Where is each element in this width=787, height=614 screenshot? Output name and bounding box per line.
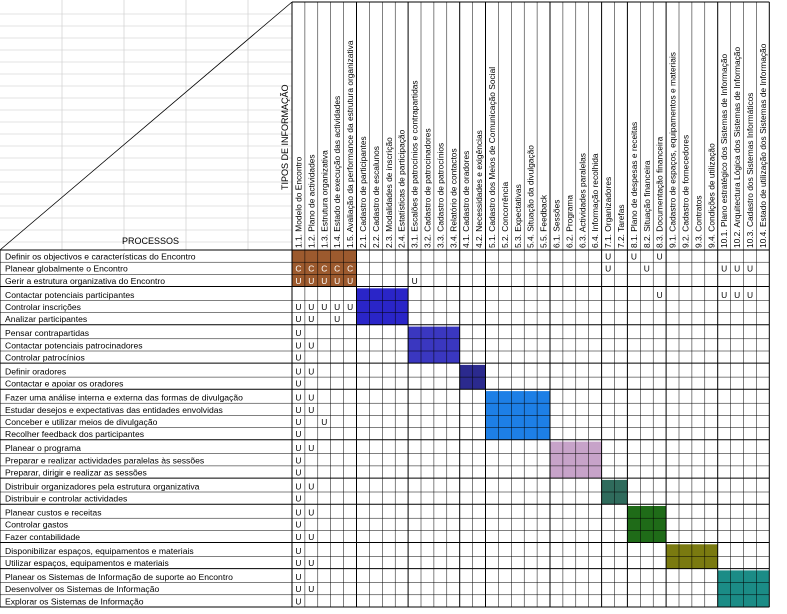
matrix-cell-value: U	[334, 314, 341, 325]
info-type-label: 5.4. Situação da divulgação	[525, 145, 536, 248]
matrix-cell-value: U	[746, 263, 754, 274]
matrix-cell-value: U	[295, 314, 302, 325]
matrix-cell-value: U	[656, 251, 663, 262]
process-label: Planear custos e receitas	[5, 507, 102, 518]
info-type-label: 9.1. Cadastro de espaços, equipamentos e materiais	[667, 52, 678, 248]
process-label: Desenvolver os Sistemas de Informação	[5, 584, 160, 595]
matrix-cell-value: U	[295, 378, 302, 389]
matrix-cell-value: C	[334, 263, 341, 274]
info-types-title: TIPOS DE INFORMAÇÃO	[280, 84, 290, 190]
matrix-cell-value: U	[295, 572, 302, 582]
matrix-cell-value: C	[295, 263, 302, 274]
matrix-cell-value: U	[746, 289, 754, 300]
info-type-label: 6.4. Informação recolhida	[590, 153, 601, 248]
process-label: Fazer contabilidade	[5, 531, 81, 542]
matrix-cell-value: U	[347, 275, 354, 286]
info-type-label: 6.2. Programa	[564, 194, 575, 248]
info-type-label: 5.2. Concorrência	[499, 181, 510, 248]
info-type-label: 2.3. Modalidades de inscrição	[383, 137, 394, 248]
matrix-cell-value: U	[605, 251, 612, 262]
matrix-cell-value: U	[734, 263, 741, 274]
process-label: Controlar patrocínios	[5, 352, 85, 363]
info-type-label: 9.2. Cadastro de fornecedores	[680, 134, 691, 248]
matrix-cell-value: U	[295, 429, 302, 440]
matrix-cell-value: U	[295, 328, 302, 339]
matrix-cell-value: U	[295, 545, 302, 556]
matrix-cell-value: U	[721, 289, 728, 300]
info-type-label: 5.5. Feedback	[538, 194, 549, 248]
matrix-cell-value: U	[334, 275, 341, 286]
info-type-label: 5.1. Cadastro dos Meios de Comunicação Social	[486, 66, 497, 248]
info-type-label: 2.4. Estatísticas de participação	[396, 129, 407, 248]
info-type-label: 9.3. Contratos	[693, 195, 704, 248]
info-type-label: 1.2. Plano de actividades	[306, 154, 317, 248]
matrix-cell-value: U	[308, 366, 315, 377]
info-type-label: 8.1. Plano de despesas e receitas	[628, 121, 639, 248]
matrix-cell-value: U	[308, 302, 315, 313]
matrix-cell-value: U	[734, 289, 741, 300]
matrix-cell-value: U	[295, 417, 302, 427]
matrix-cell-value: U	[643, 263, 650, 274]
matrix-cell-value: U	[295, 584, 302, 595]
process-label: Disponibilizar espaços, equipamentos e materiais	[5, 545, 194, 556]
process-label: Conceber e utilizar meios de divulgação	[5, 417, 158, 427]
matrix-cell-value: U	[295, 455, 302, 466]
info-type-label: 9.4. Condições de utilização	[706, 143, 717, 248]
process-label: Pensar contrapartidas	[5, 328, 90, 339]
matrix-cell-value: C	[321, 263, 328, 274]
matrix-cell-value: U	[295, 596, 302, 607]
info-type-label: 5.3. Expectativas	[512, 184, 523, 248]
info-type-label: 8.2. Situação financeira	[641, 160, 652, 248]
process-labels	[5, 252, 243, 607]
info-type-label: 10.1. Plano estratégico dos Sistemas de Informação	[719, 53, 730, 248]
info-type-label: 10.4. Estado de utilização dos Sistemas de Informação	[757, 43, 768, 248]
info-type-headers	[293, 40, 768, 248]
info-type-label: 1.1. Modelo do Encontro	[293, 156, 304, 248]
info-type-label: 7.1. Organizadores	[603, 176, 614, 248]
info-type-label: 7.2. Tarefas	[616, 204, 626, 248]
matrix-cell-value: U	[295, 443, 302, 454]
process-label: Recolher feedback dos participantes	[5, 429, 145, 440]
info-type-label: 1.5. Avaliação da performance da estrutura organizativa	[345, 40, 356, 248]
process-label: Estudar desejos e expectativas das entidades envolvidas	[5, 404, 223, 415]
matrix-cell-value: U	[308, 340, 315, 351]
process-label: Controlar gastos	[5, 519, 69, 530]
matrix-cell-value: U	[295, 366, 302, 377]
group-highlight-blocks	[292, 250, 769, 607]
matrix-cell-value: U	[308, 558, 315, 568]
matrix-cell-value: U	[295, 558, 302, 568]
process-label: Fazer uma análise interna e externa das formas de divulgação	[5, 392, 243, 403]
matrix-cell-value: U	[295, 352, 302, 363]
process-label: Gerir a estrutura organizativa do Encontro	[5, 275, 166, 286]
matrix-cell-value: U	[334, 302, 341, 313]
process-label: Definir oradores	[5, 366, 67, 377]
info-type-label: 2.2. Cadastro de escalunos	[370, 146, 381, 248]
process-label: Analizar participantes	[5, 314, 88, 325]
info-type-label: 2.1. Cadastro de participantes	[357, 136, 368, 248]
process-label: Contactar potenciais patrocinadores	[5, 340, 143, 351]
process-label: Preparar e realizar actividades paralelas às sessões	[5, 455, 205, 466]
info-type-label: 3.1. Escalões de patrocínios e contrapartidas	[409, 80, 420, 248]
matrix-cell-value: U	[295, 467, 302, 478]
matrix-cell-value: U	[605, 263, 612, 274]
matrix-cell-value: U	[321, 302, 328, 313]
info-type-label: 10.2. Arquitectura Lógica dos Sistemas de Informação	[732, 46, 743, 248]
process-label: Contactar potenciais participantes	[5, 289, 135, 300]
process-label: Preparar, dirigir e realizar as sessões	[5, 467, 147, 478]
info-type-label: 4.2. Necessidades e exigências	[474, 130, 485, 248]
matrix-cell-value: U	[411, 275, 418, 286]
info-type-label: 3.4. Relatório de contactos	[448, 148, 459, 248]
matrix-cell-value: U	[656, 289, 663, 300]
process-label: Contactar e apoiar os oradores	[5, 378, 124, 389]
info-type-label: 3.2. Cadastro de patrocinadores	[422, 128, 433, 248]
matrix-cell-value: U	[295, 507, 302, 518]
matrix-cell-value: U	[308, 584, 315, 595]
process-label: Planear o programa	[5, 443, 81, 454]
process-label: Distribuir organizadores pela estrutura organizativa	[5, 481, 200, 492]
matrix-cell-value: U	[295, 275, 302, 286]
processes-title: PROCESSOS	[122, 236, 180, 246]
process-label: Planear globalmente o Encontro	[5, 263, 128, 274]
matrix-cell-value: U	[295, 340, 302, 351]
matrix-cell-value: U	[295, 392, 302, 403]
matrix-cell-value: C	[347, 263, 354, 274]
matrix-cell-value: U	[308, 404, 315, 415]
info-type-label: 1.4. Estado de execução das actividades	[332, 95, 343, 248]
matrix-cell-value: U	[630, 251, 637, 262]
matrix-cell-value: U	[347, 302, 354, 313]
info-type-label: 3.3. Cadastro de patrocínios	[435, 142, 446, 248]
matrix-cell-value: U	[308, 275, 315, 286]
info-type-label: 8.3. Documentação financeira	[654, 136, 665, 248]
matrix-cell-value: U	[295, 302, 302, 313]
matrix-cell-value: U	[321, 275, 328, 286]
process-label: Utilizar espaços, equipamentos e materiais	[5, 558, 169, 568]
info-type-label: 4.1. Cadastro de oradores	[461, 150, 472, 248]
matrix-cell-value: U	[295, 531, 302, 542]
process-label: Distribuir e controlar actividades	[5, 493, 128, 504]
process-label: Controlar inscrições	[5, 302, 81, 313]
info-type-label: 6.1. Sessões	[551, 199, 562, 248]
matrix-cell-value: U	[308, 392, 315, 403]
info-type-label: 10.3. Cadastro dos Sistemas Informáticos	[745, 92, 755, 248]
matrix-cell-value: U	[721, 263, 728, 274]
info-type-label: 1.3. Estrutura organizativa	[319, 150, 330, 248]
matrix-cell-value: U	[295, 519, 302, 530]
info-type-label: 6.3. Actividades paralelas	[577, 153, 588, 248]
matrix-cell-value: U	[308, 531, 315, 542]
matrix-cell-value: U	[295, 481, 302, 492]
process-label: Planear os Sistemas de Informação de suporte ao Encontro	[5, 572, 233, 582]
matrix-cell-value: U	[308, 443, 315, 454]
matrix-cell-value: U	[295, 404, 302, 415]
matrix-cell-value: U	[308, 314, 315, 325]
matrix-cell-value: U	[308, 507, 315, 518]
matrix-cell-value: C	[308, 263, 315, 274]
group-block	[627, 506, 666, 543]
process-label: Definir os objectivos e características do Encontro	[5, 251, 196, 262]
matrix-cell-value: U	[308, 481, 315, 492]
matrix-cell-value: U	[295, 493, 302, 504]
process-label: Explorar os Sistemas de Informação	[5, 596, 144, 607]
matrix-cell-value: U	[321, 417, 328, 427]
